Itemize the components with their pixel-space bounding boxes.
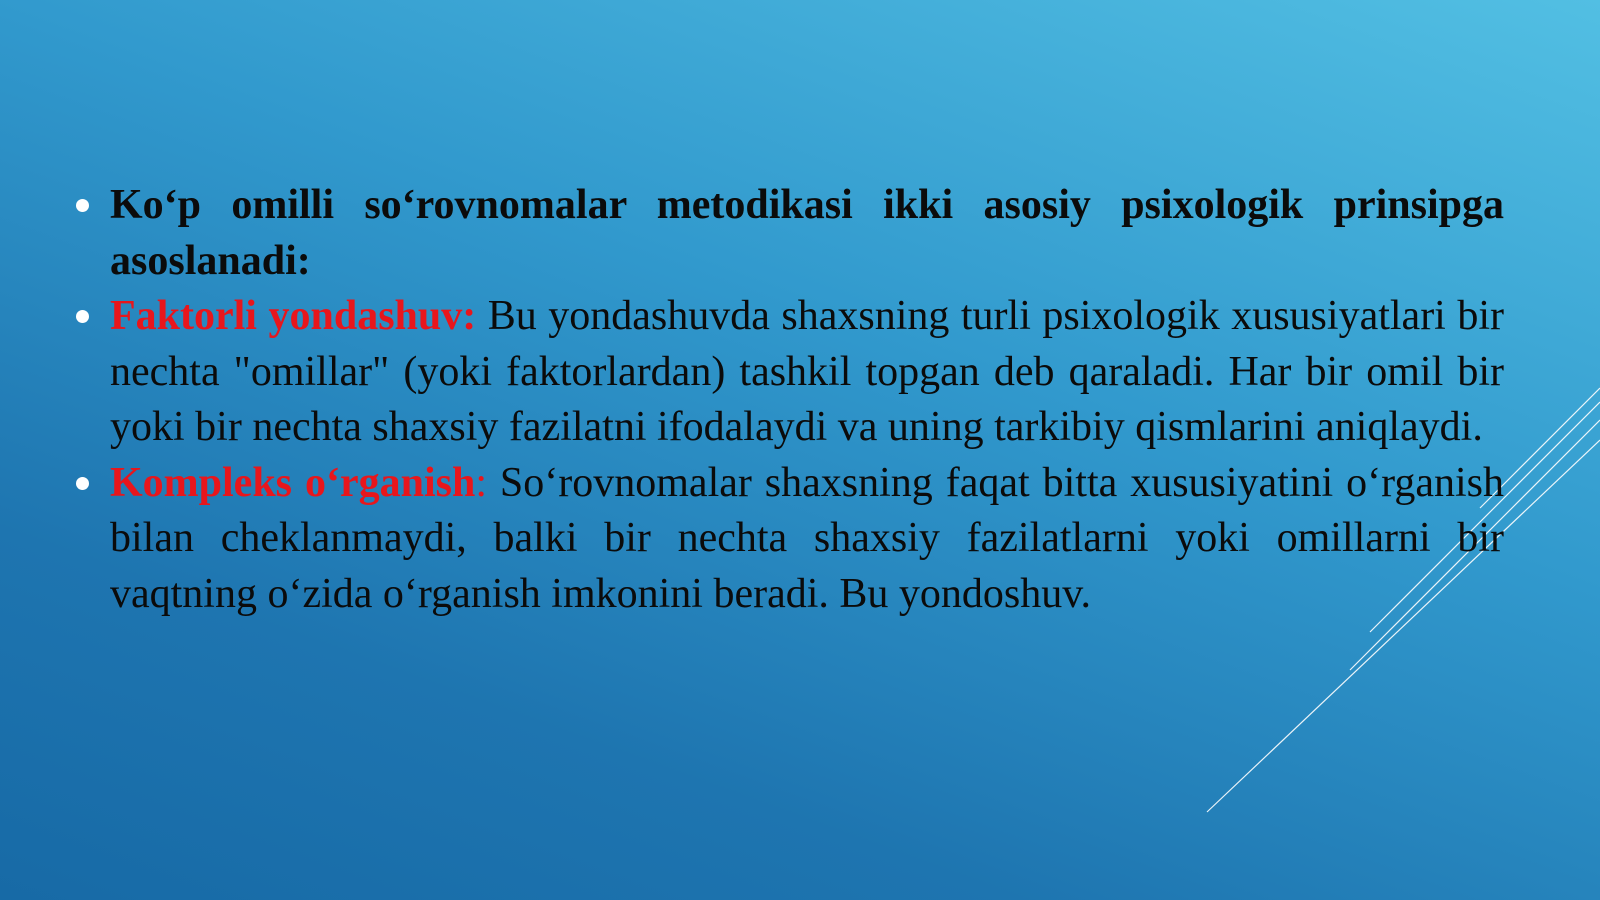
bullet-factor-approach bbox=[74, 289, 1504, 456]
term-complex-study: Kompleks o‘rganish bbox=[110, 459, 476, 506]
term-separator: : bbox=[475, 459, 487, 506]
factor-approach-text: Bu yondashuvda shaxsning turli psixologik xususiyatlari bir nechta "omillar" (yoki faktorlardan) tashkil topgan deb qaraladi. Har bir omil bir yoki bir nechta shaxsiy fazilatni ifodalaydi va uning tarkibiy qismlarini aniqlaydi. bbox=[110, 293, 1504, 450]
complex-study-text: So‘rovnomalar shaxsning faqat bitta xususiyatini o‘rganish bilan cheklanmaydi, balki bir nechta shaxsiy fazilatlarni yoki omillarni bir vaqtning o‘zida o‘rganish imkonini beradi. Bu yondoshuv. bbox=[110, 459, 1504, 617]
slide-content bbox=[74, 178, 1504, 666]
intro-text: Ko‘p omilli so‘rovnomalar metodikasi ikki asosiy psixologik prinsipga asoslanadi: bbox=[110, 182, 1504, 284]
bullet-complex-study bbox=[74, 456, 1504, 623]
bullet-dot-icon bbox=[76, 199, 89, 212]
bullet-dot-icon bbox=[76, 310, 89, 323]
bullet-list bbox=[74, 178, 1504, 622]
term-factor-approach: Faktorli yondashuv: bbox=[110, 293, 477, 339]
bullet-dot-icon bbox=[76, 477, 89, 490]
bullet-intro bbox=[74, 178, 1504, 289]
